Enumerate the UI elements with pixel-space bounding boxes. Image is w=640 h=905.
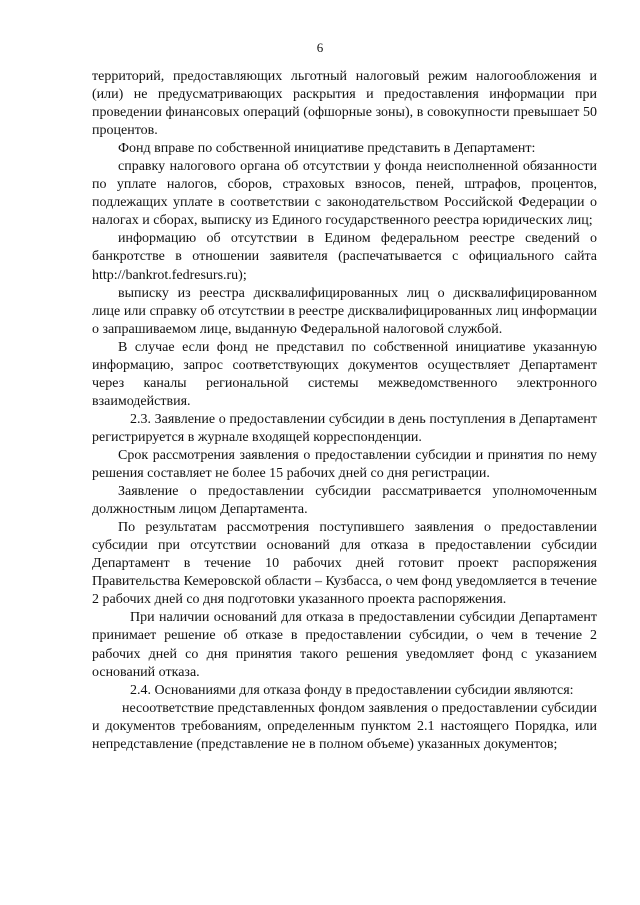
paragraph-2-3-registration: 2.3. Заявление о предоставлении субсидии в день поступления в Департамент регистрируется в журнале входящей корреспонденции. [92,411,597,445]
paragraph-refusal-decision: При наличии оснований для отказа в предоставлении субсидии Департамент принимает решение об отказе в предоставлении субсидии, о чем в течение 2 рабочих дней со дня принятия такого решения уведомляет фонд с указанием оснований отказа. [92,610,597,680]
paragraph-bankruptcy-info: информацию об отсутствии в Едином федеральном реестре сведений о банкротстве в отношении заявителя (распечатывается с официального сайта http://bankrot.fedresurs.ru); [92,231,597,283]
paragraph-review-term: Срок рассмотрения заявления о предоставлении субсидии и принятия по нему решения составляет не более 15 рабочих дней со дня регистрации. [92,447,597,482]
paragraph-documents-mismatch: несоответствие представленных фондом заявления о предоставлении субсидии и документов требованиям, определенным пунктом 2.1 настоящего Порядка, или непредставление (представление не в полном объеме) указанных документов; [92,700,597,752]
document-body [92,68,597,754]
paragraph-2-4-refusal-grounds: 2.4. Основаниями для отказа фонду в предоставлении субсидии являются: [130,682,574,698]
page-number: 6 [316,40,324,55]
paragraph-tax-certificate: справку налогового органа об отсутствии у фонда неисполненной обязанности по уплате налогов, сборов, страховых взносов, пеней, штрафов, процентов, подлежащих уплате в соответствии с законодательством Российской Федерации о налогах и сборах, выписку из Единого государственного реестра юридических лиц; [92,159,597,229]
paragraph-offshore-share: территорий, предоставляющих льготный налоговый режим налогообложения и (или) не предусматривающих раскрытия и предоставления информации при проведении финансовых операций (офшорные зоны), в совокупности превышает 50 процентов. [92,69,597,139]
paragraph-interagency-request: В случае если фонд не представил по собственной инициативе указанную информацию, запрос соответствующих документов осуществляет Департамент через каналы региональной системы межведомственного электронного взаимодействия. [92,339,597,409]
paragraph-review-results: По результатам рассмотрения поступившего заявления о предоставлении субсидии при отсутствии оснований для отказа в предоставлении субсидии Департамент в течение 10 рабочих дней готовит проект распоряжения Правительства Кемеровской области – Кузбасса, о чем фонд уведомляется в течение 2 рабочих дней со дня подготовки указанного проекта распоряжения. [92,520,597,608]
paragraph-authorized-official: Заявление о предоставлении субсидии рассматривается уполномоченным должностным лицом Департамента. [92,484,597,518]
paragraph-fund-initiative: Фонд вправе по собственной инициативе представить в Департамент: [118,141,536,157]
paragraph-disqualified-registry: выписку из реестра дисквалифицированных лиц о дисквалифицированном лице или справку об отсутствии в реестре дисквалифицированных лиц информации о запрашиваемом лице, выданную Федеральной налоговой службой. [92,285,597,337]
